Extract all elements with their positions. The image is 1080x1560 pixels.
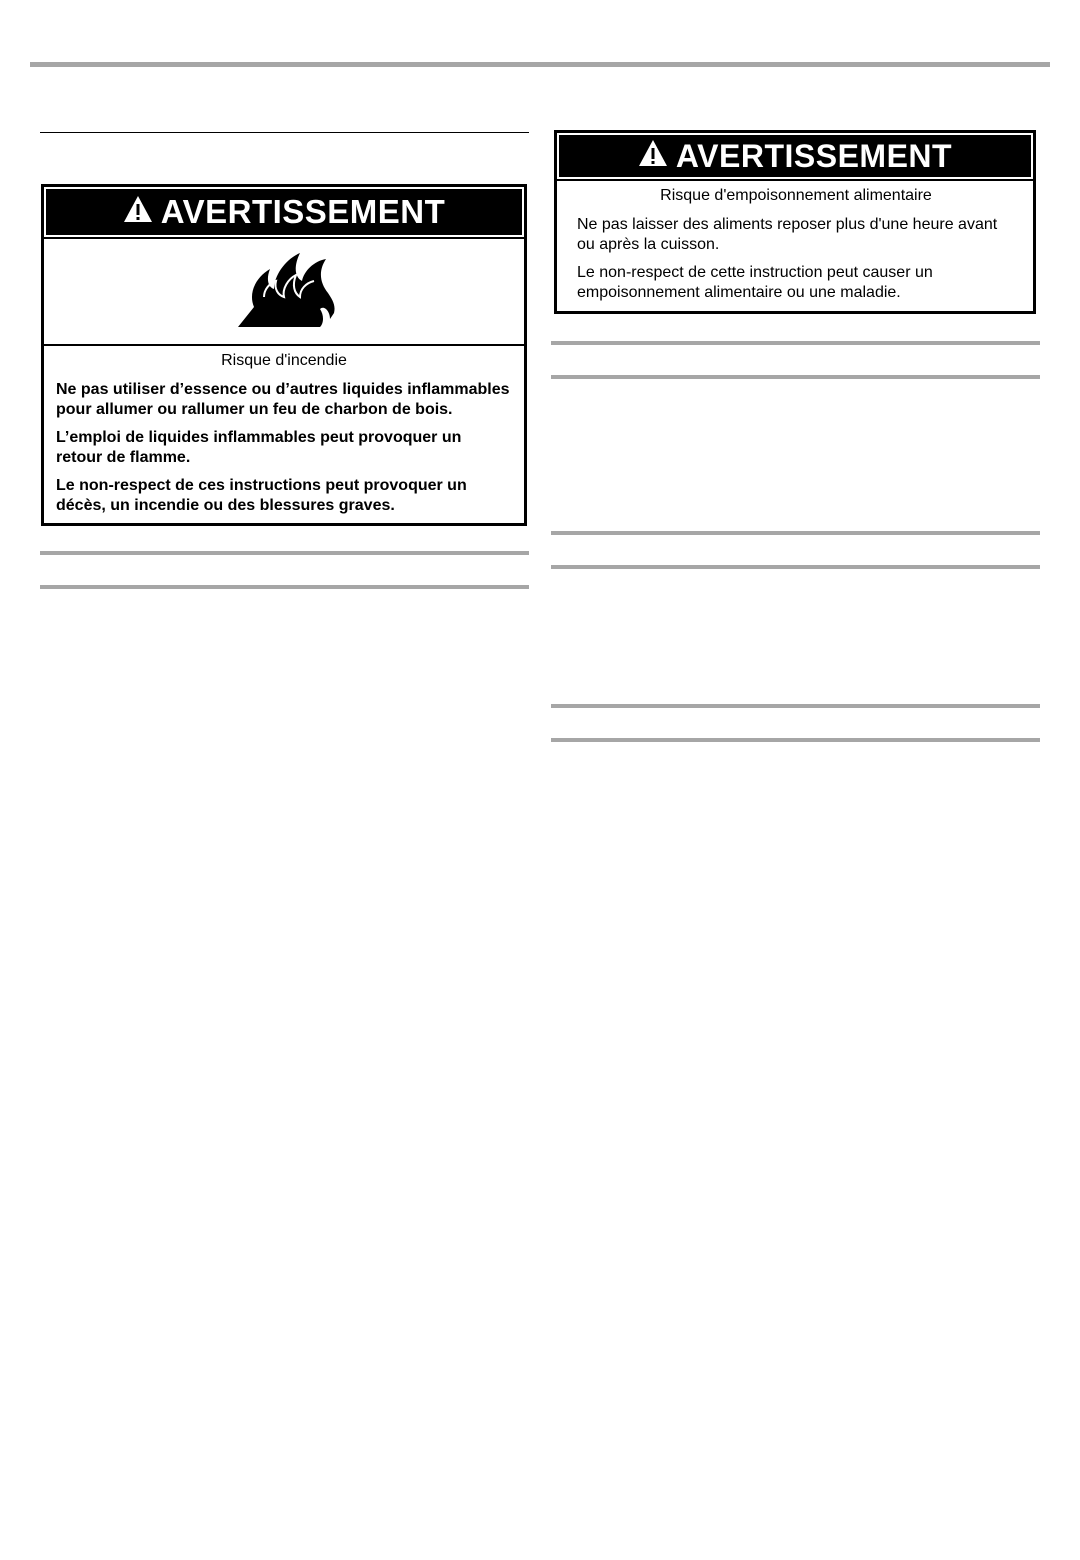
food-warning-box bbox=[554, 130, 1036, 314]
left-rule-1 bbox=[40, 551, 529, 555]
fire-risk-title: Risque d'incendie bbox=[221, 352, 347, 369]
right-rule-1 bbox=[551, 341, 1040, 345]
warning-triangle-icon bbox=[123, 193, 153, 231]
fire-warning-paragraph: Le non-respect de ces instructions peut provoquer un décès, un incendie ou des blessures graves. bbox=[56, 477, 467, 514]
fire-warning-paragraph: Ne pas utiliser d’essence ou d’autres liquides inflammables pour allumer ou rallumer un feu de charbon de bois. bbox=[56, 381, 510, 418]
right-rule-2 bbox=[551, 375, 1040, 379]
left-section-rule bbox=[40, 132, 529, 133]
fire-warning-paragraph: L’emploi de liquides inflammables peut provoquer un retour de flamme. bbox=[56, 429, 462, 466]
fire-icon bbox=[234, 249, 339, 334]
fire-warning-header bbox=[44, 187, 524, 237]
left-rule-2 bbox=[40, 585, 529, 589]
food-risk-title: Risque d'empoisonnement alimentaire bbox=[660, 187, 932, 204]
food-warning-header bbox=[557, 133, 1033, 179]
warning-triangle-icon bbox=[638, 138, 668, 175]
right-rule-3 bbox=[551, 531, 1040, 535]
right-rule-6 bbox=[551, 738, 1040, 742]
food-warning-paragraph: Le non-respect de cette instruction peut causer un empoisonnement alimentaire ou une maladie. bbox=[577, 264, 933, 301]
page-top-rule bbox=[30, 62, 1050, 67]
fire-warning-heading: AVERTISSEMENT bbox=[160, 193, 446, 230]
food-warning-paragraph: Ne pas laisser des aliments reposer plus d'une heure avant ou après la cuisson. bbox=[577, 216, 998, 253]
right-rule-4 bbox=[551, 565, 1040, 569]
food-warning-heading: AVERTISSEMENT bbox=[675, 137, 953, 174]
right-rule-5 bbox=[551, 704, 1040, 708]
fire-warning-box bbox=[41, 184, 527, 526]
fire-picture-area bbox=[44, 237, 524, 346]
